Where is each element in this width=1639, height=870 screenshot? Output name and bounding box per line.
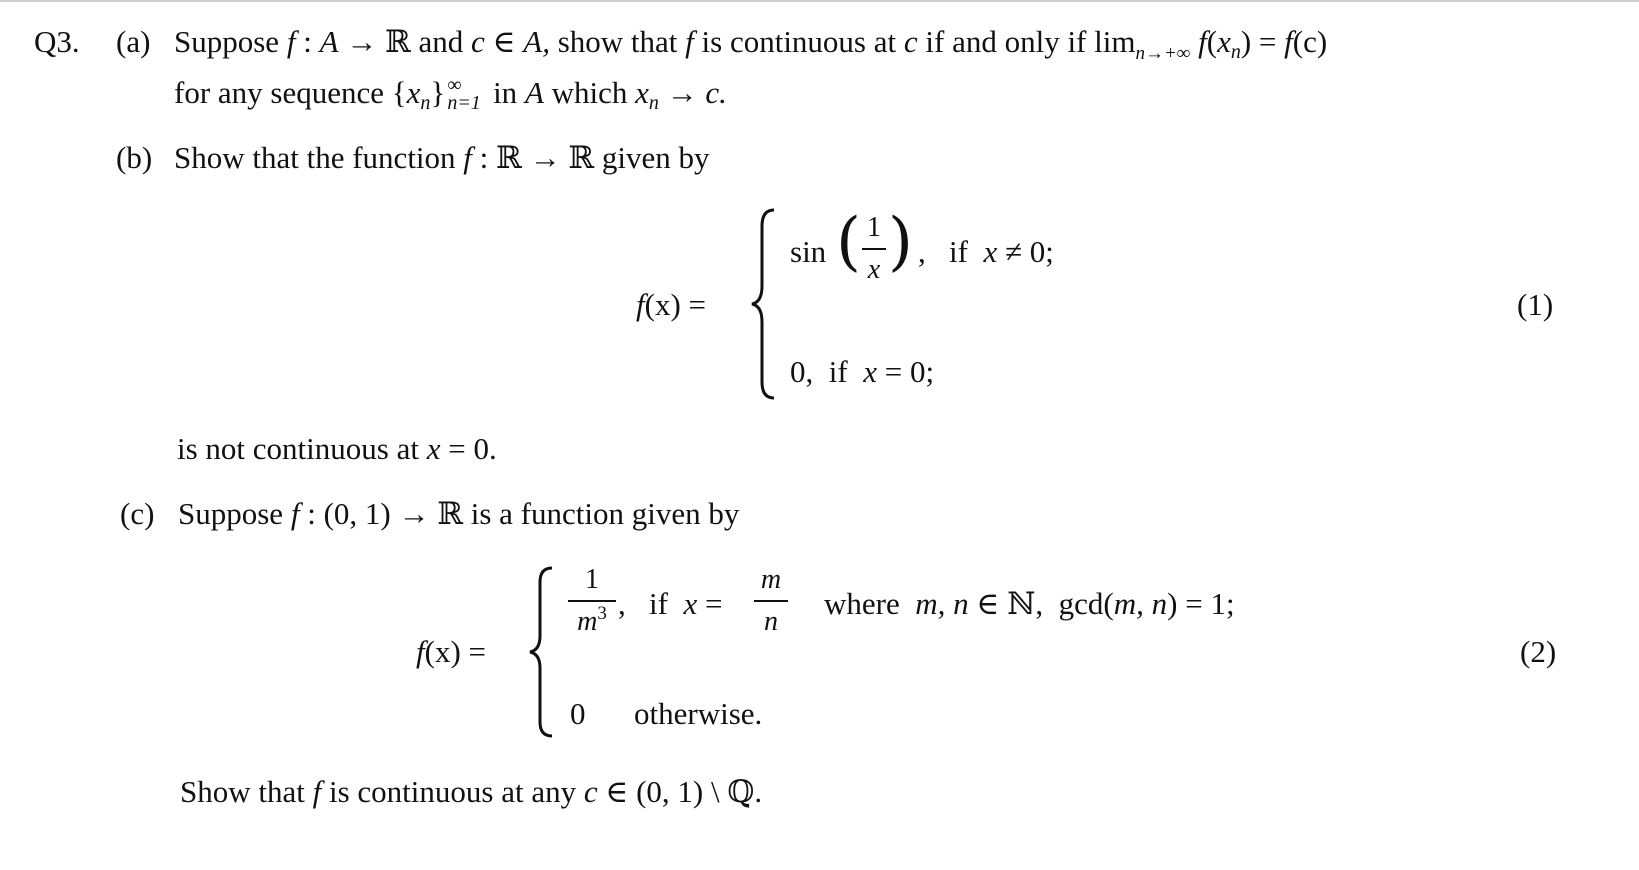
equation-number-1: (1) (1517, 287, 1554, 322)
part-c-lhs: f(x) = (416, 634, 487, 669)
case-2-otherwise: otherwise. (634, 696, 763, 731)
right-paren: ) (888, 205, 913, 279)
question-number: Q3. (34, 24, 80, 59)
part-b-intro: Show that the function f : ℝ → ℝ given by (174, 140, 710, 175)
case-2-zero: 0 (570, 696, 586, 731)
part-a-label: (a) (116, 24, 151, 59)
part-c-intro: Suppose f : (0, 1) → ℝ is a function given by (178, 496, 740, 531)
left-brace-b (750, 208, 780, 400)
m-over-n-fraction: m n (754, 564, 788, 642)
one-over-m-cubed-fraction: 1 $m^3$ (568, 564, 616, 642)
part-a-line-2: for any sequence {xn} ∞ n=1 in A which xn → c. (174, 74, 727, 114)
part-b-conclusion: is not continuous at x = 0. (177, 431, 497, 466)
part-b-label: (b) (116, 140, 153, 175)
one-over-x-fraction: 1 x (862, 212, 886, 282)
equation-number-2: (2) (1520, 634, 1557, 669)
sin-text: sin (790, 234, 827, 269)
case-1-condition: , if x ≠ 0; (918, 234, 1054, 269)
part-c-conclusion: Show that f is continuous at any c ∈ (0, 1) \ ℚ. (180, 774, 763, 809)
part-a-line-1: Suppose f : A → ℝ and c ∈ A, show that f is continuous at c if and only if $\lim_{n\to+\infty} f(xn) = f(c)$ (174, 24, 1328, 64)
part-b-lhs: f(x) = (636, 287, 707, 322)
part-c-label: (c) (120, 496, 155, 531)
top-rule (0, 0, 1639, 2)
case-1-comma-if: , if x = (618, 586, 723, 621)
left-brace-c (528, 566, 558, 738)
case-2-line: 0, if x = 0; (790, 354, 935, 389)
case-1-where-clause: where m, n ∈ ℕ, gcd(m, n) = 1; (824, 586, 1235, 621)
left-paren: ( (836, 205, 861, 279)
